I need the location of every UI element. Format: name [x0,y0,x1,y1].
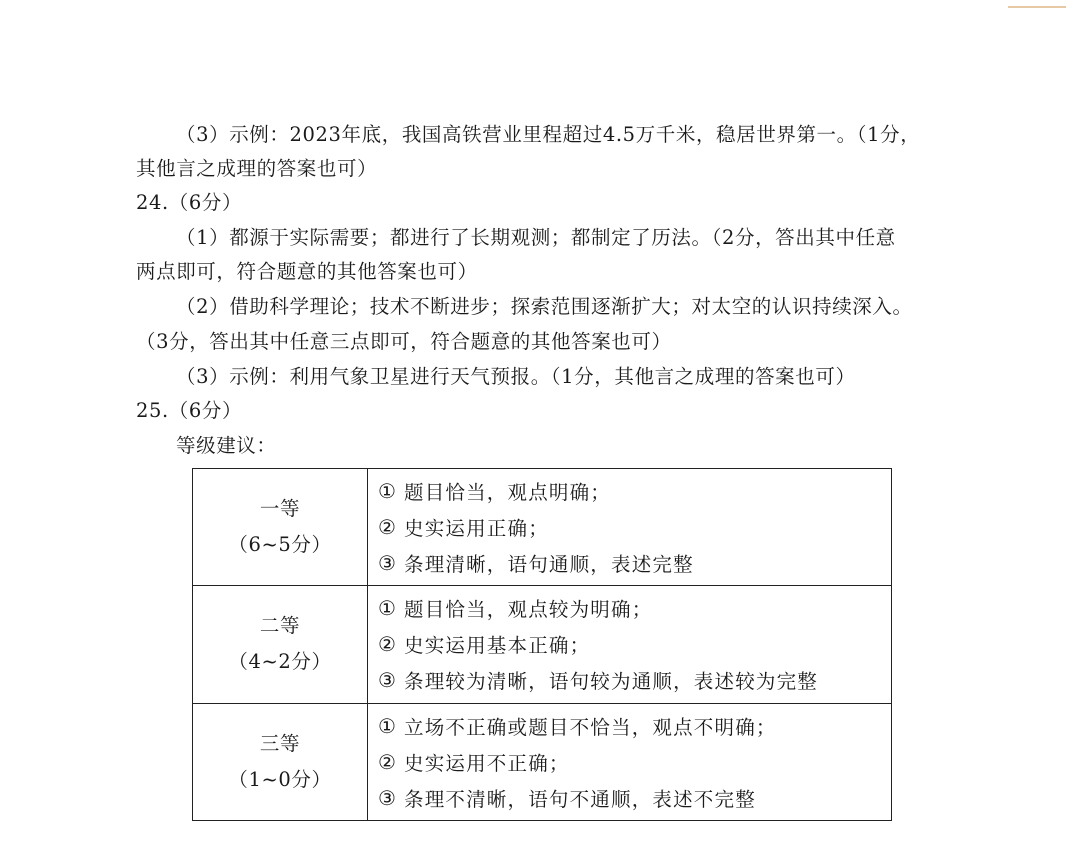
criterion-number: ③ [378,668,398,693]
grading-table [192,468,892,821]
grade-level: 二等 [259,614,301,638]
table-row [193,703,892,820]
grade-cell [193,586,368,703]
q25-header: 25.（6分） [136,399,243,422]
q24-3-line1: （3）示例：利用气象卫星进行天气预报。（1分，其他言之成理的答案也可） [176,365,856,388]
criterion-number: ③ [378,551,398,576]
criterion-text: 史实运用正确； [404,517,549,541]
grade-score-range: （4~2分） [228,650,332,674]
q23-3-line1: （3）示例：2023年底，我国高铁营业里程超过4.5万千米，稳居世界第一。（1分， [176,123,921,146]
criterion-number: ① [378,713,398,738]
criterion [378,590,891,626]
table-row [193,469,892,586]
q25-intro: 等级建议： [176,434,277,457]
criteria-cell [368,703,892,820]
criterion-number: ① [378,596,398,621]
q24-2-line2: （3分，答出其中任意三点即可，符合题意的其他答案也可） [136,330,672,353]
criterion-number: ① [378,479,398,504]
grade-cell [193,469,368,586]
grade-level: 三等 [259,731,301,755]
q24-1-line1: （1）都源于实际需要；都进行了长期观测；都制定了历法。（2分，答出其中任意 [176,226,896,249]
criterion-text: 题目恰当，观点明确； [404,481,612,505]
criterion-text: 条理不清晰，语句不通顺，表述不完整 [404,787,756,811]
criterion [378,626,891,662]
criterion-text: 史实运用不正确； [404,751,570,775]
criteria-cell [368,469,892,586]
criterion [378,473,891,509]
criterion [378,780,891,816]
criterion [378,509,891,545]
criterion-number: ② [378,632,398,657]
q24-2-line1: （2）借助科学理论；技术不断进步；探索范围逐渐扩大；对太空的认识持续深入。 [176,295,913,318]
q24-1-line2: 两点即可，符合题意的其他答案也可） [136,260,478,283]
criterion-text: 条理清晰，语句通顺，表述完整 [404,553,694,577]
criterion-number: ② [378,515,398,540]
q23-3-line2: 其他言之成理的答案也可） [136,157,378,180]
q24-header: 24.（6分） [136,191,243,214]
criterion [378,744,891,780]
grade-score-range: （1~0分） [228,767,332,791]
criterion-text: 立场不正确或题目不恰当，观点不明确； [404,715,777,739]
grade-level: 一等 [259,497,301,521]
grade-cell [193,703,368,820]
criterion [378,708,891,744]
criterion-text: 题目恰当，观点较为明确； [404,598,653,622]
criterion [378,662,891,698]
table-row [193,586,892,703]
grade-score-range: （6~5分） [228,533,332,557]
criterion-number: ② [378,749,398,774]
criterion-text: 史实运用基本正确； [404,634,591,658]
criterion-text: 条理较为清晰，语句较为通顺，表述较为完整 [404,670,819,694]
criteria-cell [368,586,892,703]
criterion-number: ③ [378,785,398,810]
criterion [378,545,891,581]
